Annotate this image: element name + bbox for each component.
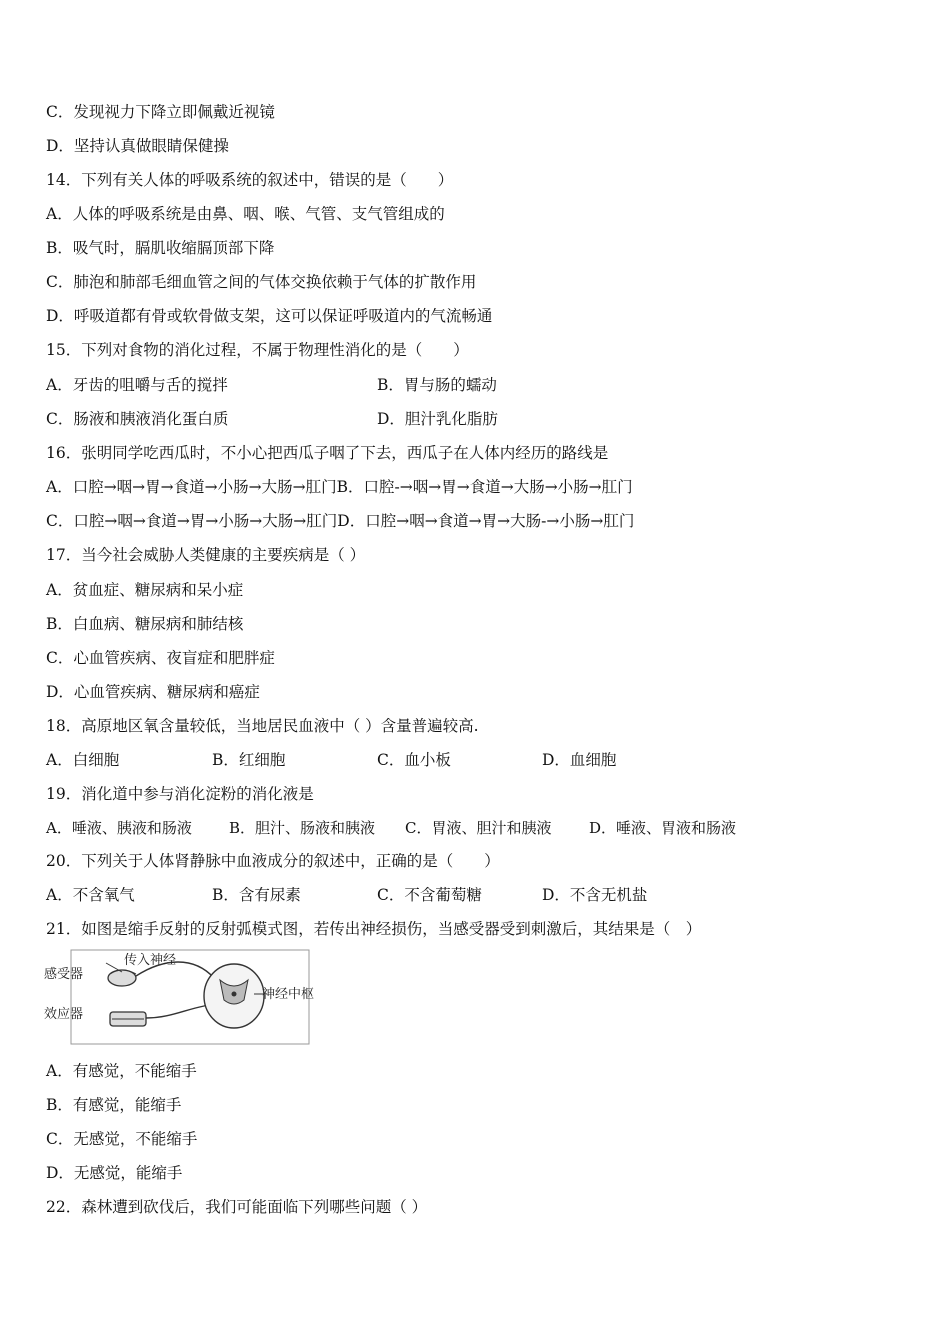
option-c-prev: C．发现视力下降立即佩戴近视镜 <box>46 103 275 121</box>
q17-option-b: B．白血病、糖尿病和肺结核 <box>46 615 244 633</box>
afferent-nerve-label: 传入神经 <box>124 953 177 968</box>
question-17: 17．当今社会威胁人类健康的主要疾病是（ ） <box>46 546 366 564</box>
q19-option-b: B．胆汁、肠液和胰液 <box>229 819 376 837</box>
question-15: 15．下列对食物的消化过程，不属于物理性消化的是（ ） <box>46 341 469 359</box>
q18-option-b: B．红细胞 <box>212 751 286 769</box>
q15-option-d: D．胆汁乳化脂肪 <box>377 410 498 428</box>
q20-option-c: C．不含葡萄糖 <box>377 886 482 904</box>
q21-option-c: C．无感觉，不能缩手 <box>46 1130 198 1148</box>
q17-option-c: C．心血管疾病、夜盲症和肥胖症 <box>46 649 275 667</box>
q20-option-a: A．不含氧气 <box>46 886 135 904</box>
question-19: 19．消化道中参与消化淀粉的消化液是 <box>46 785 314 803</box>
q14-option-a: A．人体的呼吸系统是由鼻、咽、喉、气管、支气管组成的 <box>46 205 445 223</box>
q19-option-d: D．唾液、胃液和肠液 <box>589 819 737 837</box>
q16-options-ab: A．口腔→咽→胃→食道→小肠→大肠→肛门B．口腔-→咽→胃→食道→大肠→小肠→肛门 <box>46 478 633 496</box>
q20-option-d: D．不含无机盐 <box>542 886 648 904</box>
q14-option-b: B．吸气时，膈肌收缩膈顶部下降 <box>46 239 275 257</box>
q21-option-b: B．有感觉，能缩手 <box>46 1096 182 1114</box>
reflex-arc-figure <box>44 948 334 1048</box>
question-16: 16．张明同学吃西瓜时，不小心把西瓜子咽了下去，西瓜子在人体内经历的路线是 <box>46 444 609 462</box>
question-21: 21．如图是缩手反射的反射弧模式图，若传出神经损伤，当感受器受到刺激后，其结果是（ ） <box>46 920 702 938</box>
q18-option-a: A．白细胞 <box>46 751 120 769</box>
q14-option-d: D．呼吸道都有骨或软骨做支架，这可以保证呼吸道内的气流畅通 <box>46 307 493 325</box>
q15-option-a: A．牙齿的咀嚼与舌的搅拌 <box>46 376 228 394</box>
nerve-center-label: 神经中枢 <box>262 987 315 1002</box>
q18-option-d: D．血细胞 <box>542 751 617 769</box>
q15-option-c: C．肠液和胰液消化蛋白质 <box>46 410 229 428</box>
question-14: 14．下列有关人体的呼吸系统的叙述中，错误的是（ ） <box>46 171 454 189</box>
q17-option-d: D．心血管疾病、糖尿病和癌症 <box>46 683 260 701</box>
q19-option-a: A．唾液、胰液和肠液 <box>46 819 192 837</box>
question-22: 22．森林遭到砍伐后，我们可能面临下列哪些问题（ ） <box>46 1198 428 1216</box>
q19-option-c: C．胃液、胆汁和胰液 <box>405 819 552 837</box>
q14-option-c: C．肺泡和肺部毛细血管之间的气体交换依赖于气体的扩散作用 <box>46 273 477 291</box>
question-18: 18．高原地区氧含量较低，当地居民血液中（ ）含量普遍较高. <box>46 717 479 735</box>
q17-option-a: A．贫血症、糖尿病和呆小症 <box>46 581 244 599</box>
q21-option-d: D．无感觉，能缩手 <box>46 1164 183 1182</box>
spinal-cord-shape <box>204 964 264 1028</box>
receptor-shape <box>108 970 136 986</box>
q16-options-cd: C．口腔→咽→食道→胃→小肠→大肠→肛门D．口腔→咽→食道→胃→大肠-→小肠→肛门 <box>46 512 635 530</box>
q21-option-a: A．有感觉，不能缩手 <box>46 1062 197 1080</box>
q18-option-c: C．血小板 <box>377 751 451 769</box>
effector-shape <box>110 1012 146 1026</box>
effector-label: 效应器 <box>44 1007 84 1022</box>
question-20: 20．下列关于人体肾静脉中血液成分的叙述中，正确的是（ ） <box>46 852 500 870</box>
q20-option-b: B．含有尿素 <box>212 886 301 904</box>
q15-option-b: B．胃与肠的蠕动 <box>377 376 497 394</box>
option-d-prev: D．坚持认真做眼睛保健操 <box>46 137 229 155</box>
receptor-label: 感受器 <box>44 967 84 982</box>
